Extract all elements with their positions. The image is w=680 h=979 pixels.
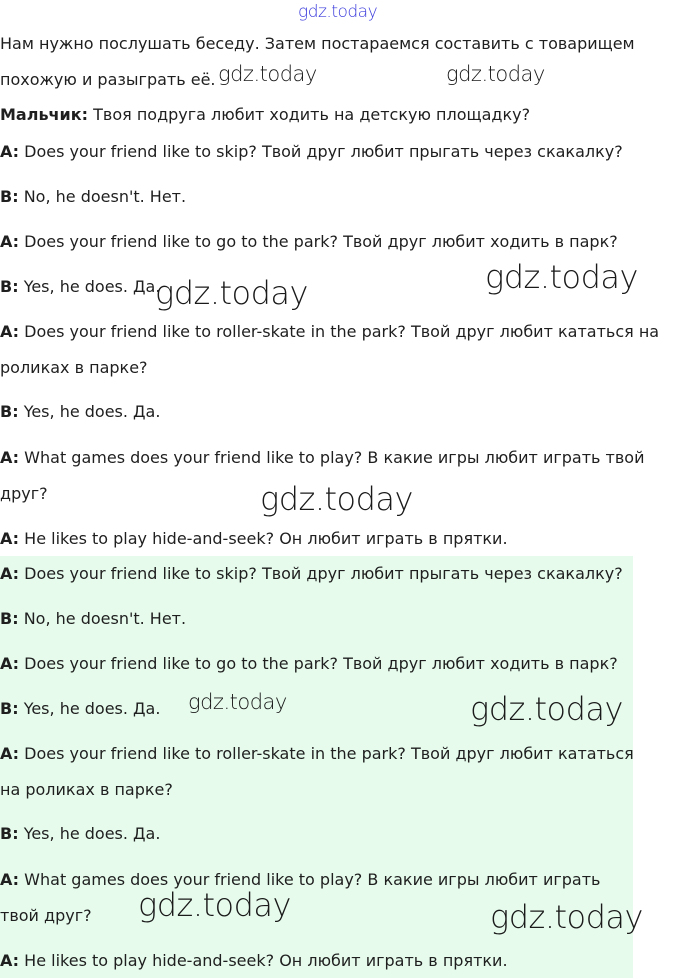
d1-line-2: [0, 179, 186, 215]
line-text: No, he doesn't. Нет.: [23, 609, 187, 628]
d2-line-5: [0, 736, 634, 772]
speaker: B:: [0, 402, 19, 421]
d1-line-4: [0, 269, 160, 305]
speaker: A:: [0, 322, 20, 341]
d1-line-6: [0, 394, 160, 430]
d2-line-8: [0, 943, 508, 979]
speaker: A:: [0, 529, 20, 548]
d1-line-3: [0, 224, 618, 260]
line-text: He likes to play hide-and-seek? Он любит играть в прятки.: [24, 529, 508, 548]
d1-line-1: [0, 134, 623, 170]
d2-line-7-cont: твой друг?: [0, 906, 92, 925]
line-text: Does your friend like to go to the park? Твой друг любит ходить в парк?: [24, 654, 618, 673]
watermark: gdz.today: [155, 274, 308, 312]
d1-line-5: [0, 314, 659, 350]
line-text: Yes, he does. Да.: [23, 699, 161, 718]
speaker: A:: [0, 744, 20, 763]
watermark: gdz.today: [490, 898, 643, 936]
d2-line-6: [0, 816, 160, 852]
d2-line-2: [0, 601, 186, 637]
intro-line-1: Нам нужно послушать беседу. Затем постараемся составить с товарищем: [0, 34, 635, 53]
speaker: A:: [0, 951, 20, 970]
watermark: gdz.today: [188, 690, 287, 714]
line-text: Yes, he does. Да.: [23, 824, 161, 843]
speaker: B:: [0, 609, 19, 628]
speaker: B:: [0, 824, 19, 843]
watermark: gdz.today: [485, 258, 638, 296]
d2-line-1: [0, 556, 623, 592]
boy-question: [0, 97, 530, 133]
speaker: A:: [0, 870, 20, 889]
boy-label: Мальчик:: [0, 105, 89, 124]
line-text: Yes, he does. Да.: [23, 402, 161, 421]
watermark: gdz.today: [138, 886, 291, 924]
d2-line-3: [0, 646, 618, 682]
speaker: B:: [0, 187, 19, 206]
line-text: Does your friend like to roller-skate in the park? Твой друг любит кататься на: [24, 322, 660, 341]
speaker: A:: [0, 448, 20, 467]
speaker: B:: [0, 277, 19, 296]
speaker: A:: [0, 142, 20, 161]
line-text: Yes, he does. Да.: [23, 277, 161, 296]
speaker: A:: [0, 564, 20, 583]
line-text: He likes to play hide-and-seek? Он любит играть в прятки.: [24, 951, 508, 970]
line-text: Does your friend like to skip? Твой друг любит прыгать через скакалку?: [24, 564, 623, 583]
speaker: A:: [0, 654, 20, 673]
watermark-top: gdz.today: [298, 2, 378, 22]
speaker: A:: [0, 232, 20, 251]
line-text: What games does your friend like to play? В какие игры любит играть: [24, 870, 601, 889]
d1-line-5-cont: роликах в парке?: [0, 358, 148, 377]
intro-line-2: похожую и разыграть её.: [0, 70, 216, 89]
watermark: gdz.today: [260, 480, 413, 518]
line-text: What games does your friend like to play? В какие игры любит играть твой: [24, 448, 645, 467]
d1-line-7-cont: друг?: [0, 484, 48, 503]
line-text: Does your friend like to roller-skate in the park? Твой друг любит кататься: [24, 744, 634, 763]
d2-line-4: [0, 691, 160, 727]
line-text: Does your friend like to go to the park? Твой друг любит ходить в парк?: [24, 232, 618, 251]
line-text: No, he doesn't. Нет.: [23, 187, 187, 206]
d2-line-7: [0, 862, 600, 898]
d1-line-7: [0, 440, 645, 476]
speaker: B:: [0, 699, 19, 718]
line-text: Does your friend like to skip? Твой друг любит прыгать через скакалку?: [24, 142, 623, 161]
boy-text: Твоя подруга любит ходить на детскую площадку?: [93, 105, 531, 124]
d2-line-5-cont: на роликах в парке?: [0, 780, 173, 799]
d1-line-8: [0, 521, 508, 557]
watermark: gdz.today: [446, 62, 545, 86]
watermark: gdz.today: [470, 690, 623, 728]
watermark: gdz.today: [218, 62, 317, 86]
